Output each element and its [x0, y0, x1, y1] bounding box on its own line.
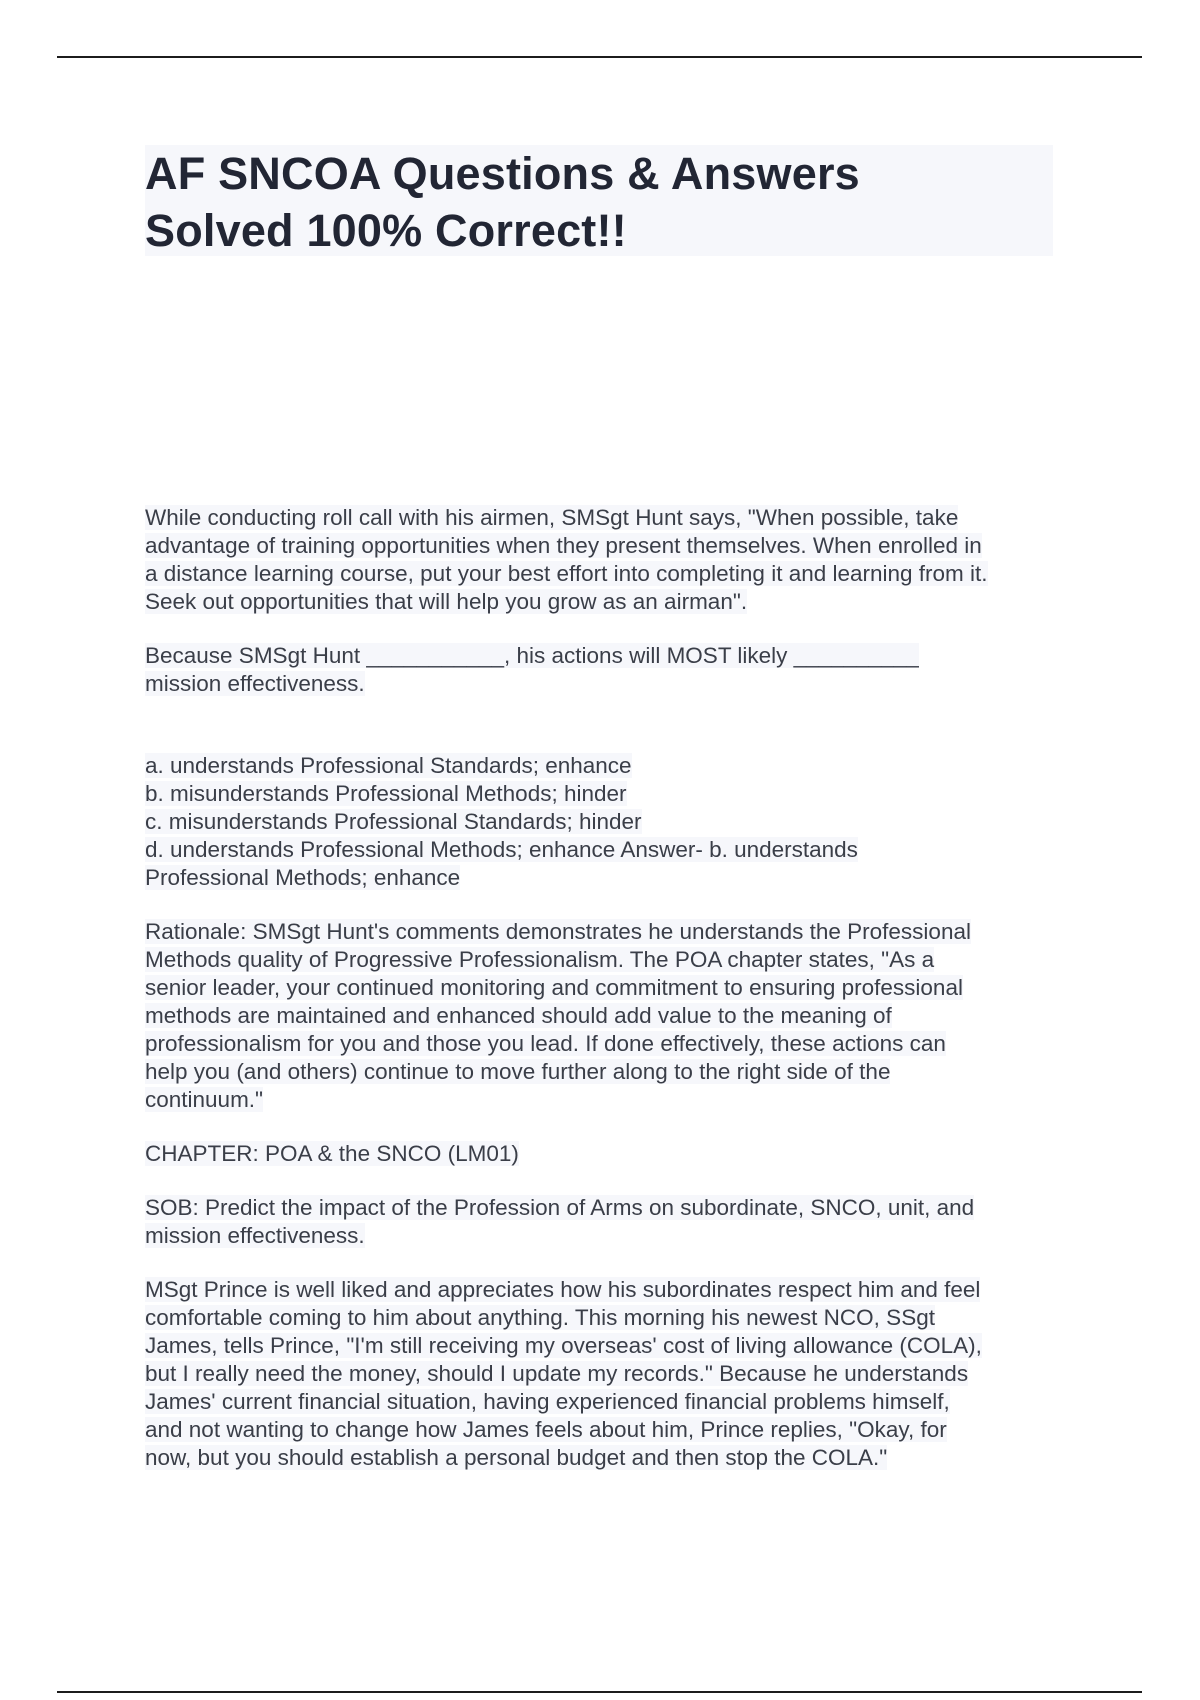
sob-paragraph-1: [145, 1194, 1065, 1250]
rationale-paragraph-1: [145, 918, 1065, 1114]
text-line: a distance learning course, put your best effort into completing it and learning from it.: [145, 561, 988, 586]
option-line: Professional Methods; enhance: [145, 865, 461, 890]
bottom-rule: [57, 1691, 1142, 1693]
text-line: MSgt Prince is well liked and appreciates how his subordinates respect him and feel: [145, 1277, 981, 1302]
text-line: James, tells Prince, "I'm still receiving my overseas' cost of living allowance (COLA),: [145, 1333, 982, 1358]
text-line: and not wanting to change how James feels about him, Prince replies, "Okay, for: [145, 1417, 947, 1442]
text-line: comfortable coming to him about anything. This morning his newest NCO, SSgt: [145, 1305, 935, 1330]
title-line-1: AF SNCOA Questions & Answers: [145, 148, 860, 199]
option-line: a. understands Professional Standards; enhance: [145, 753, 632, 778]
text-line: now, but you should establish a personal budget and then stop the COLA.": [145, 1445, 888, 1470]
text-line: mission effectiveness.: [145, 671, 365, 696]
text-line: but I really need the money, should I update my records." Because he understands: [145, 1361, 969, 1386]
text-line: James' current financial situation, having experienced financial problems himself,: [145, 1389, 950, 1414]
text-line: mission effectiveness.: [145, 1223, 365, 1248]
text-line: continuum.": [145, 1087, 264, 1112]
document-title: [145, 145, 1053, 259]
text-line: While conducting roll call with his airmen, SMSgt Hunt says, "When possible, take: [145, 505, 959, 530]
option-line: c. misunderstands Professional Standards; hinder: [145, 809, 642, 834]
text-line: Methods quality of Progressive Professionalism. The POA chapter states, "As a: [145, 947, 935, 972]
title-block: [145, 145, 1053, 256]
text-line: CHAPTER: POA & the SNCO (LM01): [145, 1141, 519, 1166]
text-line: help you (and others) continue to move further along to the right side of the: [145, 1059, 891, 1084]
answer-options-1: [145, 752, 1065, 892]
text-line: Because SMSgt Hunt ___________, his actions will MOST likely __________: [145, 643, 919, 668]
chapter-paragraph-1: [145, 1140, 1065, 1168]
scenario-paragraph-2: [145, 1276, 1065, 1472]
scenario-paragraph-1: [145, 504, 1065, 616]
text-line: senior leader, your continued monitoring and commitment to ensuring professional: [145, 975, 963, 1000]
text-line: professionalism for you and those you lead. If done effectively, these actions can: [145, 1031, 946, 1056]
text-line: Rationale: SMSgt Hunt's comments demonstrates he understands the Professional: [145, 919, 971, 944]
question-paragraph-1: [145, 642, 1065, 698]
text-line: advantage of training opportunities when they present themselves. When enrolled in: [145, 533, 982, 558]
text-line: Seek out opportunities that will help you grow as an airman".: [145, 589, 748, 614]
text-line: methods are maintained and enhanced should add value to the meaning of: [145, 1003, 892, 1028]
text-line: SOB: Predict the impact of the Profession of Arms on subordinate, SNCO, unit, and: [145, 1195, 975, 1220]
top-rule: [57, 56, 1142, 58]
title-line-2: Solved 100% Correct!!: [145, 205, 627, 256]
option-line: b. misunderstands Professional Methods; hinder: [145, 781, 627, 806]
option-line: d. understands Professional Methods; enhance Answer- b. understands: [145, 837, 858, 862]
document-body: [145, 504, 1065, 1472]
